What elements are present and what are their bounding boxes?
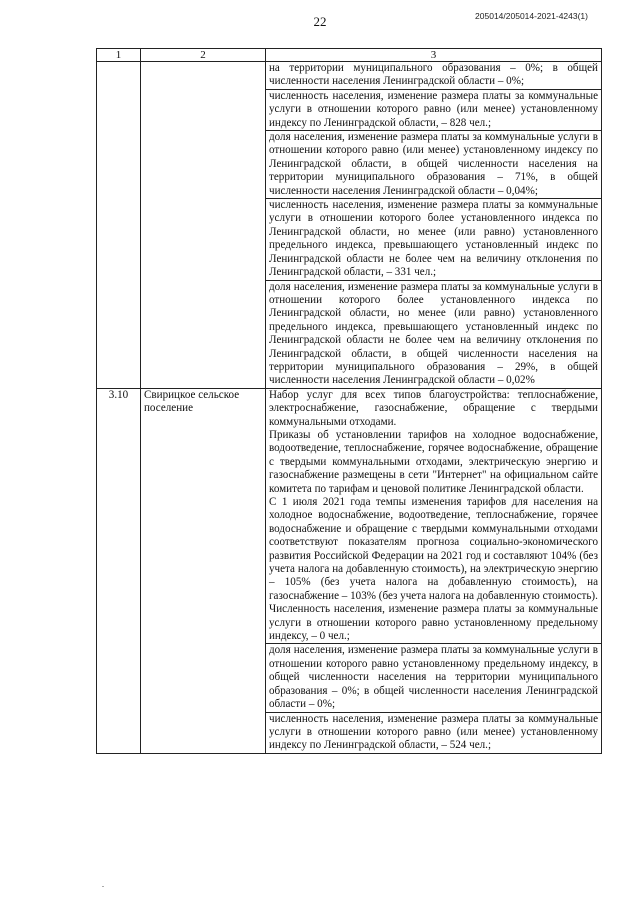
paragraph: на территории муниципального образования – 0%; в общей численности населения Ленинградской области – 0%;: [269, 62, 598, 88]
paragraph: Численность населения, изменение размера платы за коммунальные услуги в отношении которого равно установленному предельному индексу, – 0 чел.;: [269, 603, 598, 643]
row-municipality: Свирицкое сельское поселение: [141, 388, 266, 753]
data-table: [96, 48, 602, 754]
text-block: [269, 199, 598, 279]
paragraph: Набор услуг для всех типов благоустройства: теплоснабжение, электроснабжение, газоснабжение, обращение с твердыми коммунальными отходами.: [269, 388, 598, 428]
row-number: [97, 62, 141, 389]
row-description: [266, 388, 602, 753]
table-row-continued: [97, 62, 602, 389]
page-number: 22: [313, 14, 327, 29]
text-block: [269, 389, 598, 644]
scan-speck: [102, 886, 104, 887]
text-block: [269, 644, 598, 711]
column-header-3: 3: [266, 49, 602, 62]
paragraph: численность населения, изменение размера платы за коммунальные услуги в отношении которого равно (или менее) установленному индексу по Ленинградской области, – 828 чел.;: [269, 89, 598, 129]
paragraph: численность населения, изменение размера платы за коммунальные услуги в отношении которого более установленного индекса по Ленинградской области, но менее (или равно) установленного предельного индекса, превышающего установленный индекс по Ленинградской области не более чем на величину отклонения по Ленинградской области, – 331 чел.;: [269, 199, 598, 279]
column-header-1: 1: [97, 49, 141, 62]
paragraph: доля населения, изменение размера платы за коммунальные услуги в отношении которого более установленного индекса по Ленинградской области, но менее (или равно) установленного предельного индекса, превышающего установленный индекс по Ленинградской области не более чем на величину отклонения по Ленинградской области, в общей численности населения на территории муниципального образования – 29%, в общей численности населения Ленинградской области – 0,02%: [269, 280, 598, 387]
paragraph: доля населения, изменение размера платы за коммунальные услуги в отношении которого равно установленному предельному индексу, в общей численности населения на территории муниципального образования – 0%; в общей численности населения Ленинградской области – 0%;: [269, 644, 598, 711]
paragraph: доля населения, изменение размера платы за коммунальные услуги в отношении которого равно (или менее) установленному индексу по Ленинградской области, в общей численности населения на территории муниципального образования – 71%, в общей численности населения Ленинградской области – 0,04%;: [269, 131, 598, 197]
text-block: [269, 281, 598, 388]
document-id: 205014/205014-2021-4243(1): [475, 11, 588, 21]
row-municipality: [141, 62, 266, 389]
paragraph: Приказы об установлении тарифов на холодное водоснабжение, водоотведение, теплоснабжение, горячее водоснабжение, обращение с твердыми коммунальными отходами, электрическую энергию и газоснабжение размещены в сети "Интернет" на официальном сайте комитета по тарифам и ценовой политике Ленинградской области.: [269, 428, 598, 495]
column-header-2: 2: [141, 49, 266, 62]
paragraph: С 1 июля 2021 года темпы изменения тарифов для населения на холодное водоснабжение, водоотведение, теплоснабжение, горячее водоснабжение и обращение с твердыми коммунальными отходами соответствуют показателям прогноза социально-экономического развития Российской Федерации на 2021 год и составляют 104% (без учета налога на добавленную стоимость), на электрическую энергию – 105% (без учета налога на добавленную стоимость), на газоснабжение – 103% (без учета налога на добавленную стоимость).: [269, 496, 598, 602]
table-row-3-10: [97, 388, 602, 753]
text-block: [269, 713, 598, 753]
text-block: [269, 90, 598, 130]
text-block: [269, 62, 598, 89]
text-block: [269, 131, 598, 198]
row-description: [266, 62, 602, 389]
paragraph: численность населения, изменение размера платы за коммунальные услуги в отношении которого равно (или менее) установленному индексу по Ленинградской области, – 524 чел.;: [269, 712, 598, 752]
row-number: 3.10: [97, 388, 141, 753]
column-number-row: [97, 49, 602, 62]
